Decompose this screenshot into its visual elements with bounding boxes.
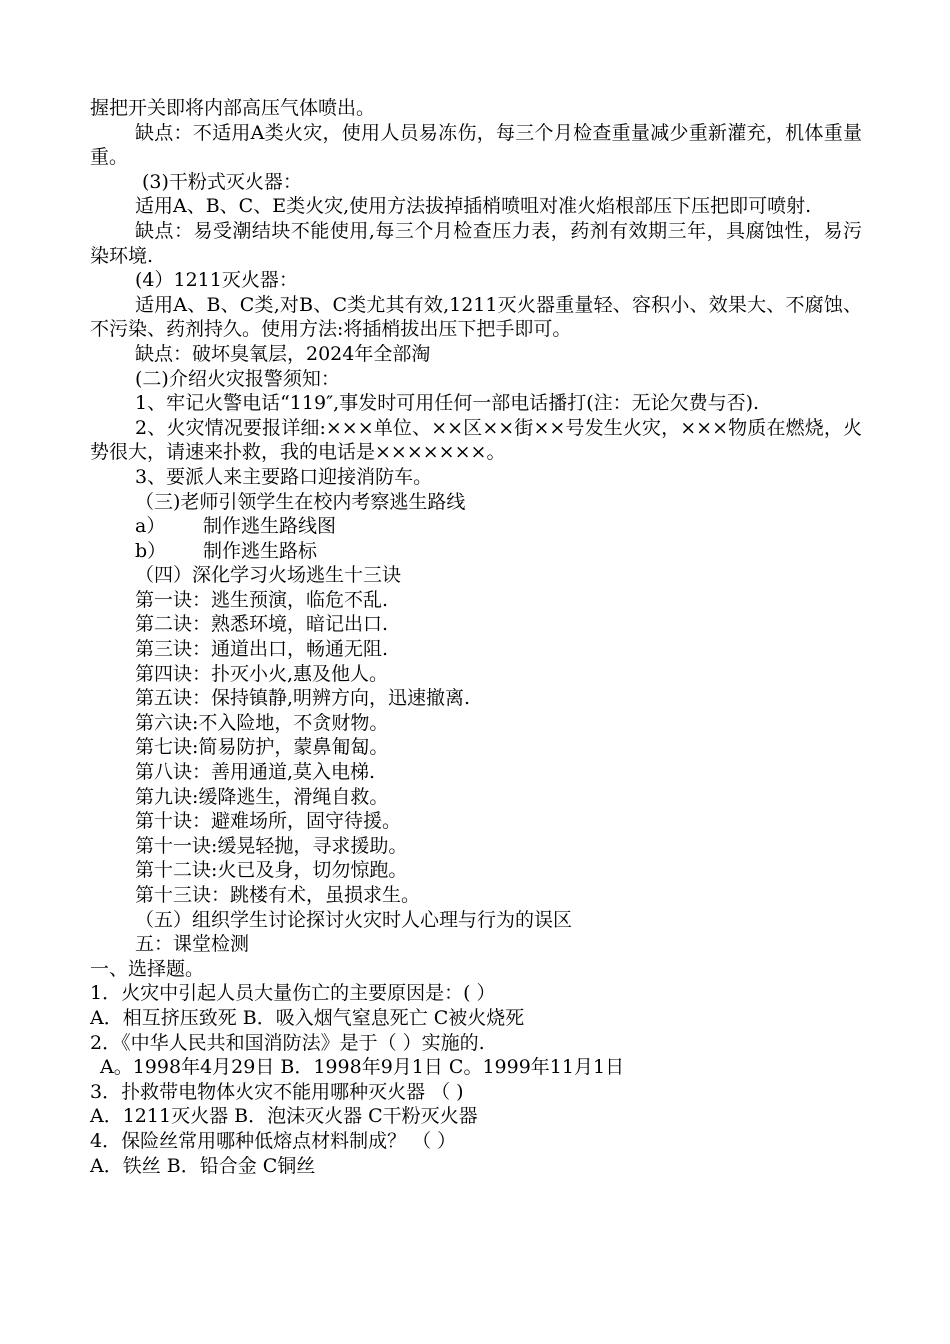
escape-route-heading: （三)老师引领学生在校内考察逃生路线 xyxy=(135,490,466,513)
halon-usage: 适用A、B、C类,对B、C类尤其有效,1211灭火器重量轻、容积小、效果大、不腐蚀、不污染、药剂持久。使用方法:将插梢拔出压下把手即可。 xyxy=(90,293,862,341)
list-item xyxy=(90,514,862,539)
escape-tip: 第一诀：逃生预演，临危不乱. xyxy=(135,588,389,611)
quiz-options: A。1998年4月29日 B．1998年9月1日 C。1999年11月1日 xyxy=(100,1056,625,1079)
list-item-text: 制作逃生路标 xyxy=(203,539,318,562)
quiz-heading: 一、选择题。 xyxy=(90,957,205,980)
fire-report-item-3: 3、要派人来主要路口迎接消防车。 xyxy=(135,465,433,488)
document-page xyxy=(90,96,862,1178)
halon-drawback: 缺点：破坏臭氧层，2024年全部淘 xyxy=(135,342,431,365)
co2-drawback: 缺点：不适用A类火灾，使用人员易冻伤，每三个月检查重量减少重新灌充，机体重量重。 xyxy=(90,121,862,169)
text-line-1: 握把开关即将内部高压气体喷出。 xyxy=(90,97,376,119)
escape-tip: 第八诀：善用通道,莫入电梯. xyxy=(135,761,376,784)
section-4-title: （四）深化学习火场逃生十三诀 xyxy=(135,564,402,587)
list-item xyxy=(90,539,862,564)
powder-extinguisher-heading: (3)干粉式灭火器： xyxy=(142,170,302,193)
escape-tip: 第五诀：保持镇静,明辨方向，迅速撤离. xyxy=(135,687,471,710)
powder-drawback: 缺点：易受潮结块不能使用,每三个月检查压力表，药剂有效期三年，具腐蚀性，易污染环境. xyxy=(90,219,862,267)
quiz-question: 3．扑救带电物体火灾不能用哪种灭火器 （ ) xyxy=(90,1080,464,1103)
quiz-options: A．1211灭火器 B．泡沫灭火器 C干粉灭火器 xyxy=(90,1105,478,1128)
quiz-options: A．铁丝 B．铅合金 C铜丝 xyxy=(90,1154,316,1177)
quiz-question: 4．保险丝常用哪种低熔点材料制成？ （ ） xyxy=(90,1129,457,1152)
escape-tip: 第十诀：避难场所，固守待援。 xyxy=(135,810,402,833)
list-marker: a） xyxy=(135,515,166,538)
quiz-options: A．相互挤压致死 B．吸入烟气窒息死亡 C被火烧死 xyxy=(90,1006,525,1029)
fire-report-item-2: 2、火灾情况要报详细:×××单位、××区××街××号发生火灾，×××物质在燃烧，火势很大，请速来扑救，我的电话是×××××××。 xyxy=(90,416,862,464)
escape-tip: 第三诀：通道出口，畅通无阻. xyxy=(135,638,389,661)
escape-tip: 第十一诀:缓晃轻抛，寻求援助。 xyxy=(135,834,408,857)
escape-tip: 第七诀:简易防护，蒙鼻匍匐。 xyxy=(135,736,389,759)
escape-tip: 第二诀：熟悉环境，暗记出口. xyxy=(135,613,389,636)
classroom-check-title: 五：课堂检测 xyxy=(135,933,250,956)
halon-heading: (4）1211灭火器： xyxy=(135,269,298,292)
fire-report-item-1: 1、牢记火警电话“119″,事发时可用任何一部电话播打(注：无论欠费与否). xyxy=(135,392,760,415)
fire-report-heading: (二)介绍火灾报警须知： xyxy=(135,367,340,390)
section-5-title: （五）组织学生讨论探讨火灾时人心理与行为的误区 xyxy=(135,908,573,931)
escape-tip: 第十二诀:火已及身，切勿惊跑。 xyxy=(135,859,408,882)
quiz-question: 1．火灾中引起人员大量伤亡的主要原因是：( ） xyxy=(90,982,496,1005)
escape-tip: 第六诀:不入险地，不贪财物。 xyxy=(135,711,389,734)
escape-tip: 第十三诀：跳楼有术，虽损求生。 xyxy=(135,884,421,906)
list-marker: b） xyxy=(135,539,167,562)
powder-usage: 适用A、B、C、E类火灾,使用方法拔掉插梢喷咀对准火焰根部压下压把即可喷射. xyxy=(135,195,812,218)
escape-tip: 第四诀：扑灭小火,惠及他人。 xyxy=(135,662,389,685)
list-item-text: 制作逃生路线图 xyxy=(203,515,337,538)
quiz-question: 2．《中华人民共和国消防法》是于（ ）实施的. xyxy=(90,1031,485,1054)
escape-tip: 第九诀:缓降逃生，滑绳自救。 xyxy=(135,785,389,808)
